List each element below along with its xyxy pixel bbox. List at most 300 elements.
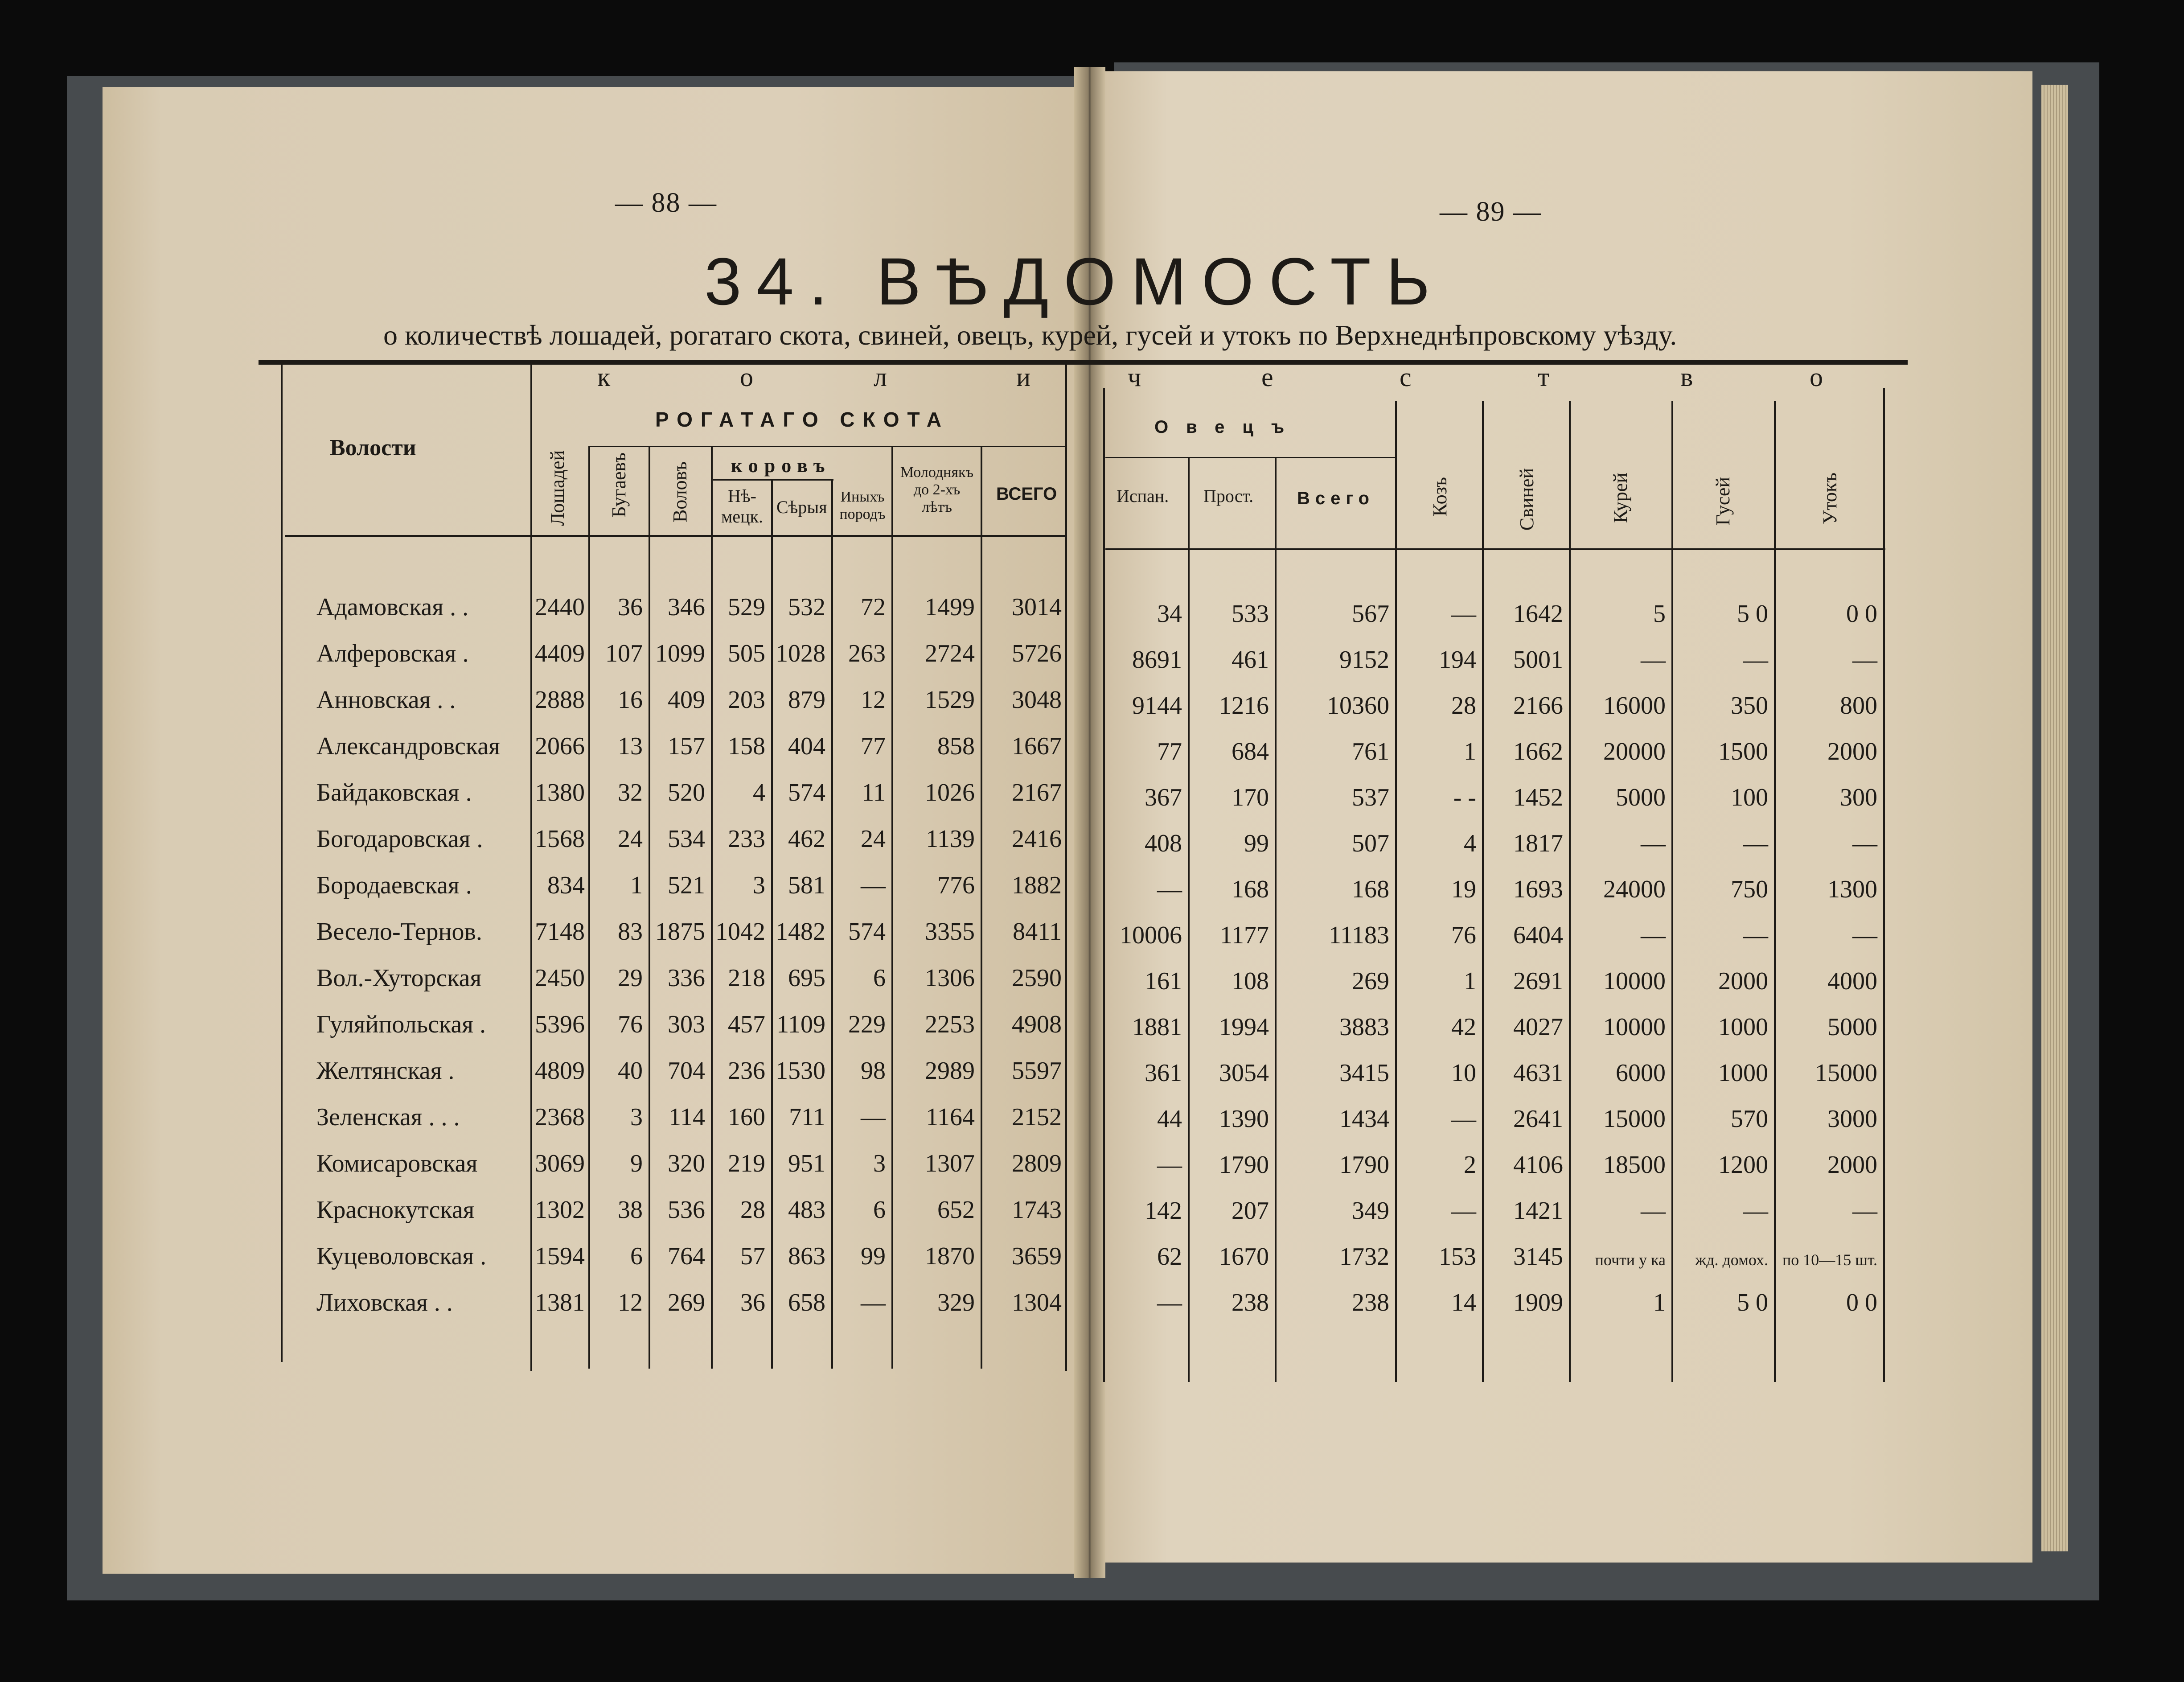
cell-sv: 1662 [1513,738,1563,765]
cell-n: 236 [728,1057,765,1085]
cell-sv: 3145 [1513,1243,1563,1271]
cell-koz: — [1451,1197,1476,1225]
row-volost-name: Байдаковская . [316,779,472,806]
cell-n: 160 [728,1103,765,1131]
cell-gu: — [1743,921,1768,949]
cell-i: 77 [861,732,886,760]
cell-b: 83 [618,918,643,946]
cell-ut: по 10—15 шт. [1782,1251,1877,1269]
cell-ov: 1732 [1339,1243,1389,1271]
cell-gu: 2000 [1718,967,1768,995]
cell-op: 1177 [1220,921,1269,949]
col-line [891,446,893,1369]
cell-ut: 4000 [1827,967,1877,995]
cell-s: 1530 [776,1057,825,1085]
cell-l: 2066 [535,732,585,760]
cell-koz: — [1451,600,1476,628]
cell-op: 1994 [1219,1013,1269,1041]
cell-m: 2989 [925,1057,975,1085]
cell-t: 1743 [1012,1196,1062,1224]
ovets-header: Овецъ [1154,417,1302,437]
cell-n: 233 [728,825,765,853]
cell-oi: 1881 [1132,1013,1182,1041]
cell-ov: 10360 [1327,692,1389,720]
row-volost-name: Желтянская . [316,1057,455,1085]
cell-t: 2152 [1012,1103,1062,1131]
header-bottom-rule [285,535,1065,537]
cell-m: 1529 [925,686,975,714]
cell-l: 4809 [535,1057,585,1085]
kol-letter: ч [1128,362,1143,392]
col-line [1569,401,1571,1382]
cell-koz: 42 [1451,1013,1476,1041]
cell-gu: 1200 [1718,1151,1768,1179]
cell-t: 5597 [1012,1057,1062,1085]
cell-b: 12 [618,1289,643,1316]
cell-s: 658 [788,1289,825,1316]
cell-i: 72 [861,593,886,621]
cell-l: 4409 [535,640,585,667]
cell-koz: 4 [1464,830,1476,857]
cell-l: 2450 [535,964,585,992]
cell-ut: 1300 [1827,876,1877,903]
row-volost-name: Комисаровская [316,1150,478,1177]
cell-s: 404 [788,732,825,760]
cell-oi: 408 [1145,830,1182,857]
cell-i: — [861,872,886,899]
col-line [1883,388,1885,1382]
row-volost-name: Краснокутская [316,1196,475,1224]
col-line [711,446,713,1369]
cell-sv: 4106 [1513,1151,1563,1179]
cell-ov: 507 [1352,830,1389,857]
vsego-header: ВСЕГО [996,484,1057,504]
cell-ku: — [1641,830,1666,857]
cell-v: 521 [668,872,705,899]
cell-b: 107 [605,640,643,667]
cell-n: 28 [740,1196,765,1224]
cell-b: 38 [618,1196,643,1224]
cell-gu: 350 [1731,692,1768,720]
cell-s: 581 [788,872,825,899]
cell-oi: 44 [1157,1105,1182,1133]
cell-op: 238 [1232,1289,1269,1316]
cell-n: 457 [728,1011,765,1038]
cell-ov: 567 [1352,600,1389,628]
cell-ku: 6000 [1616,1059,1666,1087]
cell-sv: 1421 [1513,1197,1563,1225]
cell-ut: 0 0 [1846,600,1877,628]
cell-ut: 2000 [1827,738,1877,765]
cell-l: 5396 [535,1011,585,1038]
cell-oi: 34 [1157,600,1182,628]
loshadey-header: Лошадей [546,450,568,526]
col-line [1275,457,1277,1382]
cell-ut: 2000 [1827,1151,1877,1179]
cell-m: 1307 [925,1150,975,1177]
cell-v: 1099 [655,640,705,667]
inykh-header: Иныхъ породъ [839,489,886,523]
cell-m: 1870 [925,1242,975,1270]
cell-ku: 16000 [1603,692,1666,720]
cell-op: 168 [1232,876,1269,903]
cell-b: 3 [630,1103,643,1131]
cell-sv: 1452 [1513,784,1563,811]
cell-m: 2253 [925,1011,975,1038]
serye-header: Сѣрыя [776,497,827,517]
cell-n: 57 [740,1242,765,1270]
cell-n: 1042 [715,918,765,946]
table-top-rule [259,360,1908,365]
cell-sv: 1817 [1513,830,1563,857]
cell-koz: 194 [1439,646,1476,674]
cell-gu: — [1743,1197,1768,1225]
cell-s: 462 [788,825,825,853]
cell-n: 219 [728,1150,765,1177]
cell-gu: — [1743,646,1768,674]
cell-m: 1306 [925,964,975,992]
cell-v: 303 [668,1011,705,1038]
kol-letter: е [1261,362,1275,392]
cell-ut: — [1852,921,1877,949]
cell-m: 1499 [925,593,975,621]
cell-op: 3054 [1219,1059,1269,1087]
cell-gu: 1000 [1718,1059,1768,1087]
col-line [1395,401,1397,1382]
cell-v: 520 [668,779,705,806]
cell-m: 3355 [925,918,975,946]
row-volost-name: Лиховская . . [316,1289,453,1316]
cell-l: 3069 [535,1150,585,1177]
cell-gu: 5 0 [1737,1289,1768,1316]
cell-koz: 14 [1451,1289,1476,1316]
cell-op: 99 [1244,830,1269,857]
cell-sv: 4027 [1513,1013,1563,1041]
cell-koz: 19 [1451,876,1476,903]
cell-oi: — [1157,1151,1182,1179]
cell-t: 3014 [1012,593,1062,621]
cell-ut: — [1852,1197,1877,1225]
cell-ov: 349 [1352,1197,1389,1225]
cell-op: 1390 [1219,1105,1269,1133]
cell-koz: 153 [1439,1243,1476,1271]
kol-letter: и [1016,362,1033,392]
row-volost-name: Вол.-Хуторская [316,964,482,992]
cell-n: 529 [728,593,765,621]
cell-m: 652 [937,1196,975,1224]
cell-l: 2440 [535,593,585,621]
cell-b: 29 [618,964,643,992]
cell-b: 36 [618,593,643,621]
bugaev-header: Бугаевъ [608,452,630,518]
cell-m: 858 [937,732,975,760]
row-volost-name: Алферовская . [316,640,469,667]
cell-i: 6 [873,964,886,992]
cell-v: 536 [668,1196,705,1224]
korov-header: коровъ [731,455,831,477]
cell-ku: — [1641,921,1666,949]
cell-i: 12 [861,686,886,714]
row-volost-name: Зеленская . . . [316,1103,460,1131]
cell-oi: 9144 [1132,692,1182,720]
cell-b: 13 [618,732,643,760]
rogatago-rule [588,446,1065,447]
cell-ut: 800 [1840,692,1877,720]
cell-ov: 3883 [1339,1013,1389,1041]
nemetsk-header: Нѣ-мецк. [721,486,763,526]
cell-m: 1139 [926,825,975,853]
cell-v: 346 [668,593,705,621]
cell-sv: 2166 [1513,692,1563,720]
cell-ku: 10000 [1603,967,1666,995]
cell-i: 3 [873,1150,886,1177]
cell-gu: 1000 [1718,1013,1768,1041]
cell-n: 36 [740,1289,765,1316]
cell-v: 114 [669,1103,705,1131]
cell-ut: 5000 [1827,1013,1877,1041]
kol-letter: о [740,362,755,392]
cell-ov: 168 [1352,876,1389,903]
cell-s: 483 [788,1196,825,1224]
cell-m: 329 [937,1289,975,1316]
page-title: 34. ВѢДОМОСТЬ [704,244,1445,319]
cell-i: 98 [861,1057,886,1085]
cell-b: 1 [630,872,643,899]
cell-op: 684 [1232,738,1269,765]
cell-ku: 24000 [1603,876,1666,903]
cell-oi: 367 [1145,784,1182,811]
cell-b: 32 [618,779,643,806]
cell-ov: 11183 [1329,921,1389,949]
cell-b: 24 [618,825,643,853]
cell-m: 1164 [926,1103,975,1131]
col-line [1188,457,1190,1382]
page-number-right: — 89 — [1440,197,1542,227]
col-line [831,479,833,1369]
row-volost-name: Куцеволовская . [316,1242,487,1270]
row-volost-name: Гуляйпольская . [316,1011,486,1038]
molodnyak-header: Молоднякъ до 2-хъ лѣтъ [900,464,974,516]
cell-gu: 750 [1731,876,1768,903]
cell-ov: 238 [1352,1289,1389,1316]
kol-letter: к [597,362,612,392]
cell-l: 1594 [535,1242,585,1270]
cell-ut: 3000 [1827,1105,1877,1133]
cell-sv: 1693 [1513,876,1563,903]
cell-s: 1109 [776,1011,825,1038]
cell-s: 695 [788,964,825,992]
cell-op: 207 [1232,1197,1269,1225]
koz-header: Козъ [1429,477,1451,517]
row-volost-name: Анновская . . [316,686,456,714]
cell-sv: 6404 [1513,921,1563,949]
cell-oi: — [1157,876,1182,903]
cell-sv: 5001 [1513,646,1563,674]
cell-v: 320 [668,1150,705,1177]
cell-i: 24 [861,825,886,853]
cell-ut: 15000 [1815,1059,1877,1087]
cell-l: 7148 [535,918,585,946]
cell-b: 9 [630,1150,643,1177]
cell-s: 1028 [776,640,825,667]
cell-ov: 269 [1352,967,1389,995]
cell-oi: 161 [1145,967,1182,995]
cell-s: 532 [788,593,825,621]
cell-i: 11 [862,779,886,806]
kol-letter: л [874,362,889,392]
cell-l: 1380 [535,779,585,806]
page-subtitle: о количествѣ лошадей, рогатаго скота, свиней, овецъ, курей, гусей и утокъ по Верхнеднѣпровскому уѣзду. [383,319,1677,351]
cell-op: 1216 [1219,692,1269,720]
cell-i: 99 [861,1242,886,1270]
cell-sv: 1642 [1513,600,1563,628]
cell-koz: 2 [1464,1151,1476,1179]
cell-koz: 76 [1451,921,1476,949]
ovets-rule [1105,457,1395,458]
cell-n: 218 [728,964,765,992]
vsego-ovets-header: Всего [1297,489,1375,508]
cell-ku: 10000 [1603,1013,1666,1041]
col-line [771,479,773,1369]
cell-b: 76 [618,1011,643,1038]
cell-v: 1875 [655,918,705,946]
cell-oi: 142 [1145,1197,1182,1225]
cell-l: 1302 [535,1196,585,1224]
header-bottom-rule-right [1105,548,1885,550]
col-line [649,446,650,1369]
cell-i: 263 [848,640,886,667]
cell-n: 3 [753,872,765,899]
row-volost-name: Адамовская . . [316,593,469,621]
cell-op: 533 [1232,600,1269,628]
cell-t: 2167 [1012,779,1062,806]
kol-letter: с [1400,362,1413,392]
cell-ku: 1 [1653,1289,1666,1316]
cell-i: 6 [873,1196,886,1224]
kol-letter: т [1538,362,1552,392]
cell-ku: 15000 [1603,1105,1666,1133]
cell-i: 574 [848,918,886,946]
gusey-header: Гусей [1712,477,1734,526]
cell-ku: 18500 [1603,1151,1666,1179]
cell-v: 409 [668,686,705,714]
cell-gu: 1500 [1718,738,1768,765]
cell-ku: 20000 [1603,738,1666,765]
cell-l: 2888 [535,686,585,714]
cell-v: 336 [668,964,705,992]
utok-header: Утокъ [1819,473,1841,524]
col-line [1482,401,1484,1382]
cell-s: 863 [788,1242,825,1270]
cell-koz: — [1451,1105,1476,1133]
rogatago-header: РОГАТАГО СКОТА [655,408,949,431]
cell-n: 203 [728,686,765,714]
cell-ut: — [1852,646,1877,674]
cell-t: 3048 [1012,686,1062,714]
cell-op: 461 [1232,646,1269,674]
prost-header: Прост. [1203,486,1254,506]
cell-koz: 28 [1451,692,1476,720]
cell-ov: 537 [1352,784,1389,811]
kol-letter: в [1680,362,1695,392]
cell-gu: жд. домох. [1695,1251,1768,1269]
kurey-header: Курей [1609,473,1631,523]
volosti-header: Волости [330,435,416,461]
cell-n: 158 [728,732,765,760]
row-volost-name: Богодаровская . [316,825,483,853]
cell-sv: 4631 [1513,1059,1563,1087]
cell-t: 1882 [1012,872,1062,899]
cell-op: 108 [1232,967,1269,995]
cell-ov: 1434 [1339,1105,1389,1133]
col-line [281,363,283,1362]
volov-header: Воловъ [669,461,691,523]
cell-ku: — [1641,646,1666,674]
cell-m: 1026 [925,779,975,806]
cell-op: 170 [1232,784,1269,811]
cell-sv: 2641 [1513,1105,1563,1133]
cell-s: 879 [788,686,825,714]
cell-koz: - - [1453,784,1476,811]
cell-ku: — [1641,1197,1666,1225]
cell-ut: 300 [1840,784,1877,811]
cell-m: 776 [937,872,975,899]
page-number-left: — 88 — [615,188,717,218]
cell-ut: 0 0 [1846,1289,1877,1316]
cell-t: 3659 [1012,1242,1062,1270]
cell-t: 1667 [1012,732,1062,760]
cell-t: 2590 [1012,964,1062,992]
cell-b: 16 [618,686,643,714]
cell-n: 4 [753,779,765,806]
cell-sv: 1909 [1513,1289,1563,1316]
col-line [981,446,982,1369]
cell-oi: 62 [1157,1243,1182,1271]
cell-l: 1568 [535,825,585,853]
cell-v: 157 [668,732,705,760]
cell-koz: 1 [1464,738,1476,765]
row-volost-name: Александровская [316,732,500,760]
cell-ov: 761 [1352,738,1389,765]
korov-rule [713,479,833,481]
cell-ku: 5 [1653,600,1666,628]
cell-n: 505 [728,640,765,667]
col-line [588,446,590,1369]
cell-i: — [861,1103,886,1131]
cell-i: 229 [848,1011,886,1038]
cell-ut: — [1852,830,1877,857]
cell-gu: 5 0 [1737,600,1768,628]
cell-ov: 1790 [1339,1151,1389,1179]
col-line [1065,363,1067,1371]
cell-t: 8411 [1013,918,1062,946]
cell-oi: — [1157,1289,1182,1316]
cell-t: 1304 [1012,1289,1062,1316]
col-line [1103,388,1105,1382]
cell-v: 704 [668,1057,705,1085]
row-volost-name: Весело-Тернов. [316,918,482,946]
cell-gu: 100 [1731,784,1768,811]
sviney-header: Свиней [1516,468,1538,531]
cell-l: 1381 [535,1289,585,1316]
cell-l: 2368 [535,1103,585,1131]
cell-t: 4908 [1012,1011,1062,1038]
cell-m: 2724 [925,640,975,667]
cell-ov: 3415 [1339,1059,1389,1087]
cell-s: 574 [788,779,825,806]
row-volost-name: Бородаевская . [316,872,472,899]
cell-sv: 2691 [1513,967,1563,995]
